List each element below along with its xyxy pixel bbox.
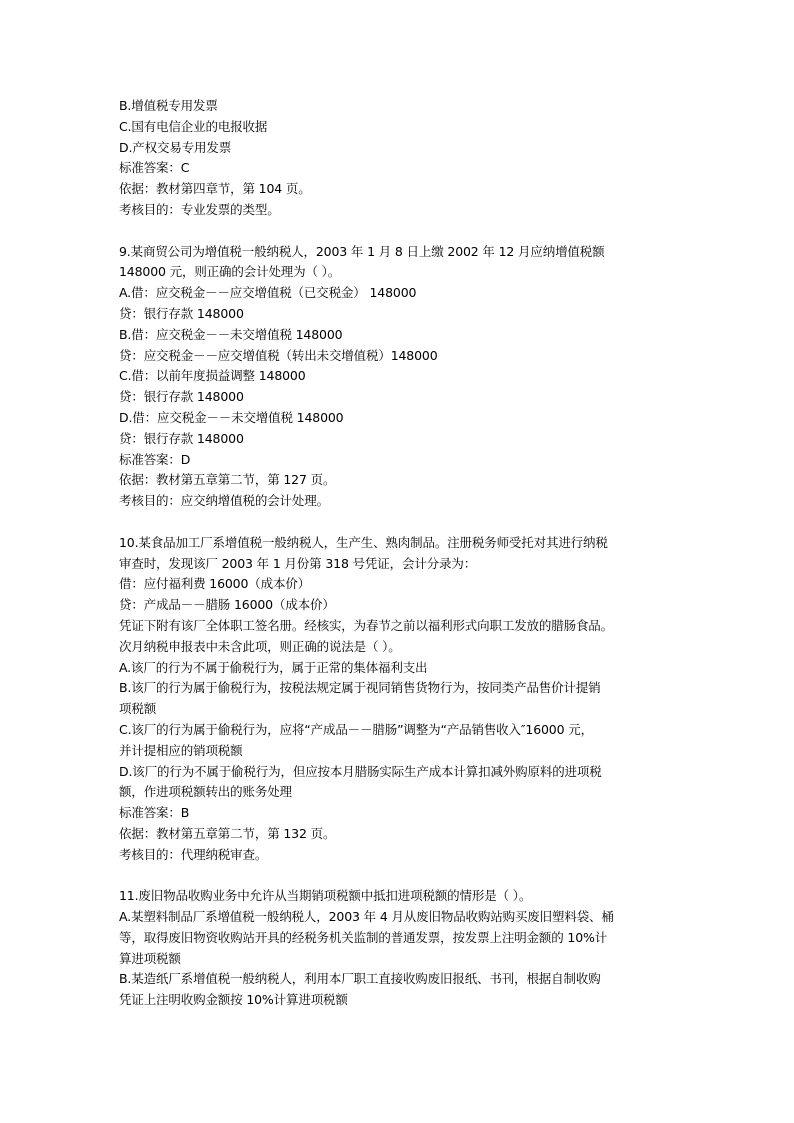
option-d: D.产权交易专用发票 [119,139,232,155]
document-body [119,96,679,1011]
option-d-credit: 贷：银行存款 148000 [119,430,244,446]
option-c: C.该厂的行为属于偷税行为，应将“产成品－－腊肠”调整为“产品销售收入″16000 元， [119,721,593,737]
option-a: A.借：应交税金－－应交增值税（已交税金） 148000 [119,285,417,301]
option-b-cont: 项税额 [119,701,157,717]
question-stem-cont: 148000 元，则正确的会计处理为（ ）。 [119,264,341,280]
option-a-cont-2: 算进项税额 [119,950,181,966]
reference: 依据：教材第五章第二节，第 132 页。 [119,825,336,841]
option-b: B.某造纸厂系增值税一般纳税人，利用本厂职工直接收购废旧报纸、书刊，根据自制收购 [119,971,601,987]
assessment-purpose: 考核目的：代理纳税审查。 [119,846,268,862]
option-a-credit: 贷：银行存款 148000 [119,305,244,321]
option-a: A.某塑料制品厂系增值税一般纳税人，2003 年 4 月从废旧物品收购站购买废旧塑料袋、桶 [119,909,614,925]
assessment-purpose: 考核目的：专业发票的类型。 [119,201,280,217]
option-d: D.该厂的行为不属于偷税行为，但应按本月腊肠实际生产成本计算扣减外购原料的进项税 [119,763,602,779]
question-stem: 10.某食品加工厂系增值税一般纳税人，生产生、熟肉制品。注册税务师受托对其进行纳税 [119,534,608,550]
spacer [119,221,679,242]
option-b: B.增值税专用发票 [119,98,218,113]
question-context: 凭证下附有该厂全体职工签名册。经核实，为春节之前以福利形式向职工发放的腊肠食品。 [119,617,614,633]
journal-credit: 贷：产成品－－腊肠 16000（成本价） [119,597,335,613]
question-stem: 11.废旧物品收购业务中允许从当期销项税额中抵扣进项税额的情形是（ ）。 [119,888,532,904]
option-c: C.国有电信企业的电报收据 [119,118,268,134]
question-stem-cont: 审查时，发现该厂 2003 年 1 月份第 318 号凭证，会计分录为： [119,555,477,571]
option-c-cont: 并计提相应的销项税额 [119,742,243,758]
standard-answer: 标准答案：C [119,160,190,176]
question-stem: 9.某商贸公司为增值税一般纳税人，2003 年 1 月 8 日上缴 2002 年 12 月应纳增值税额 [119,243,605,259]
option-c: C.借：以前年度损益调整 148000 [119,368,306,384]
standard-answer: 标准答案：B [119,805,190,821]
option-c-credit: 贷：银行存款 148000 [119,389,244,405]
question-9 [119,242,679,512]
question-11 [119,886,679,1011]
question-10 [119,533,679,866]
question-prompt: 次月纳税申报表中未含此项，则正确的说法是（ ）。 [119,638,401,654]
option-a-cont: 等，取得废旧物资收购站开具的经税务机关监制的普通发票，按发票上注明金额的 10%计 [119,929,608,945]
option-b: B.借：应交税金－－未交增值税 148000 [119,326,343,342]
option-b: B.该厂的行为属于偷税行为，按税法规定属于视同销售货物行为，按同类产品售价计提销 [119,680,601,696]
reference: 依据：教材第五章第二节，第 127 页。 [119,472,336,488]
standard-answer: 标准答案：D [119,451,191,467]
option-d-cont: 额，作进项税额转出的账务处理 [119,784,292,800]
option-d: D.借：应交税金－－未交增值税 148000 [119,409,344,425]
question-8-tail [119,96,679,221]
assessment-purpose: 考核目的：应交纳增值税的会计处理。 [119,493,329,509]
option-a: A.该厂的行为不属于偷税行为，属于正常的集体福利支出 [119,659,428,675]
option-b-credit: 贷：应交税金－－应交增值税（转出未交增值税）148000 [119,347,438,363]
reference: 依据：教材第四章节，第 104 页。 [119,181,311,197]
spacer [119,512,679,533]
journal-debit: 借：应付福利费 16000（成本价） [119,576,311,592]
option-b-cont: 凭证上注明收购金额按 10%计算进项税额 [119,992,348,1008]
spacer [119,865,679,886]
